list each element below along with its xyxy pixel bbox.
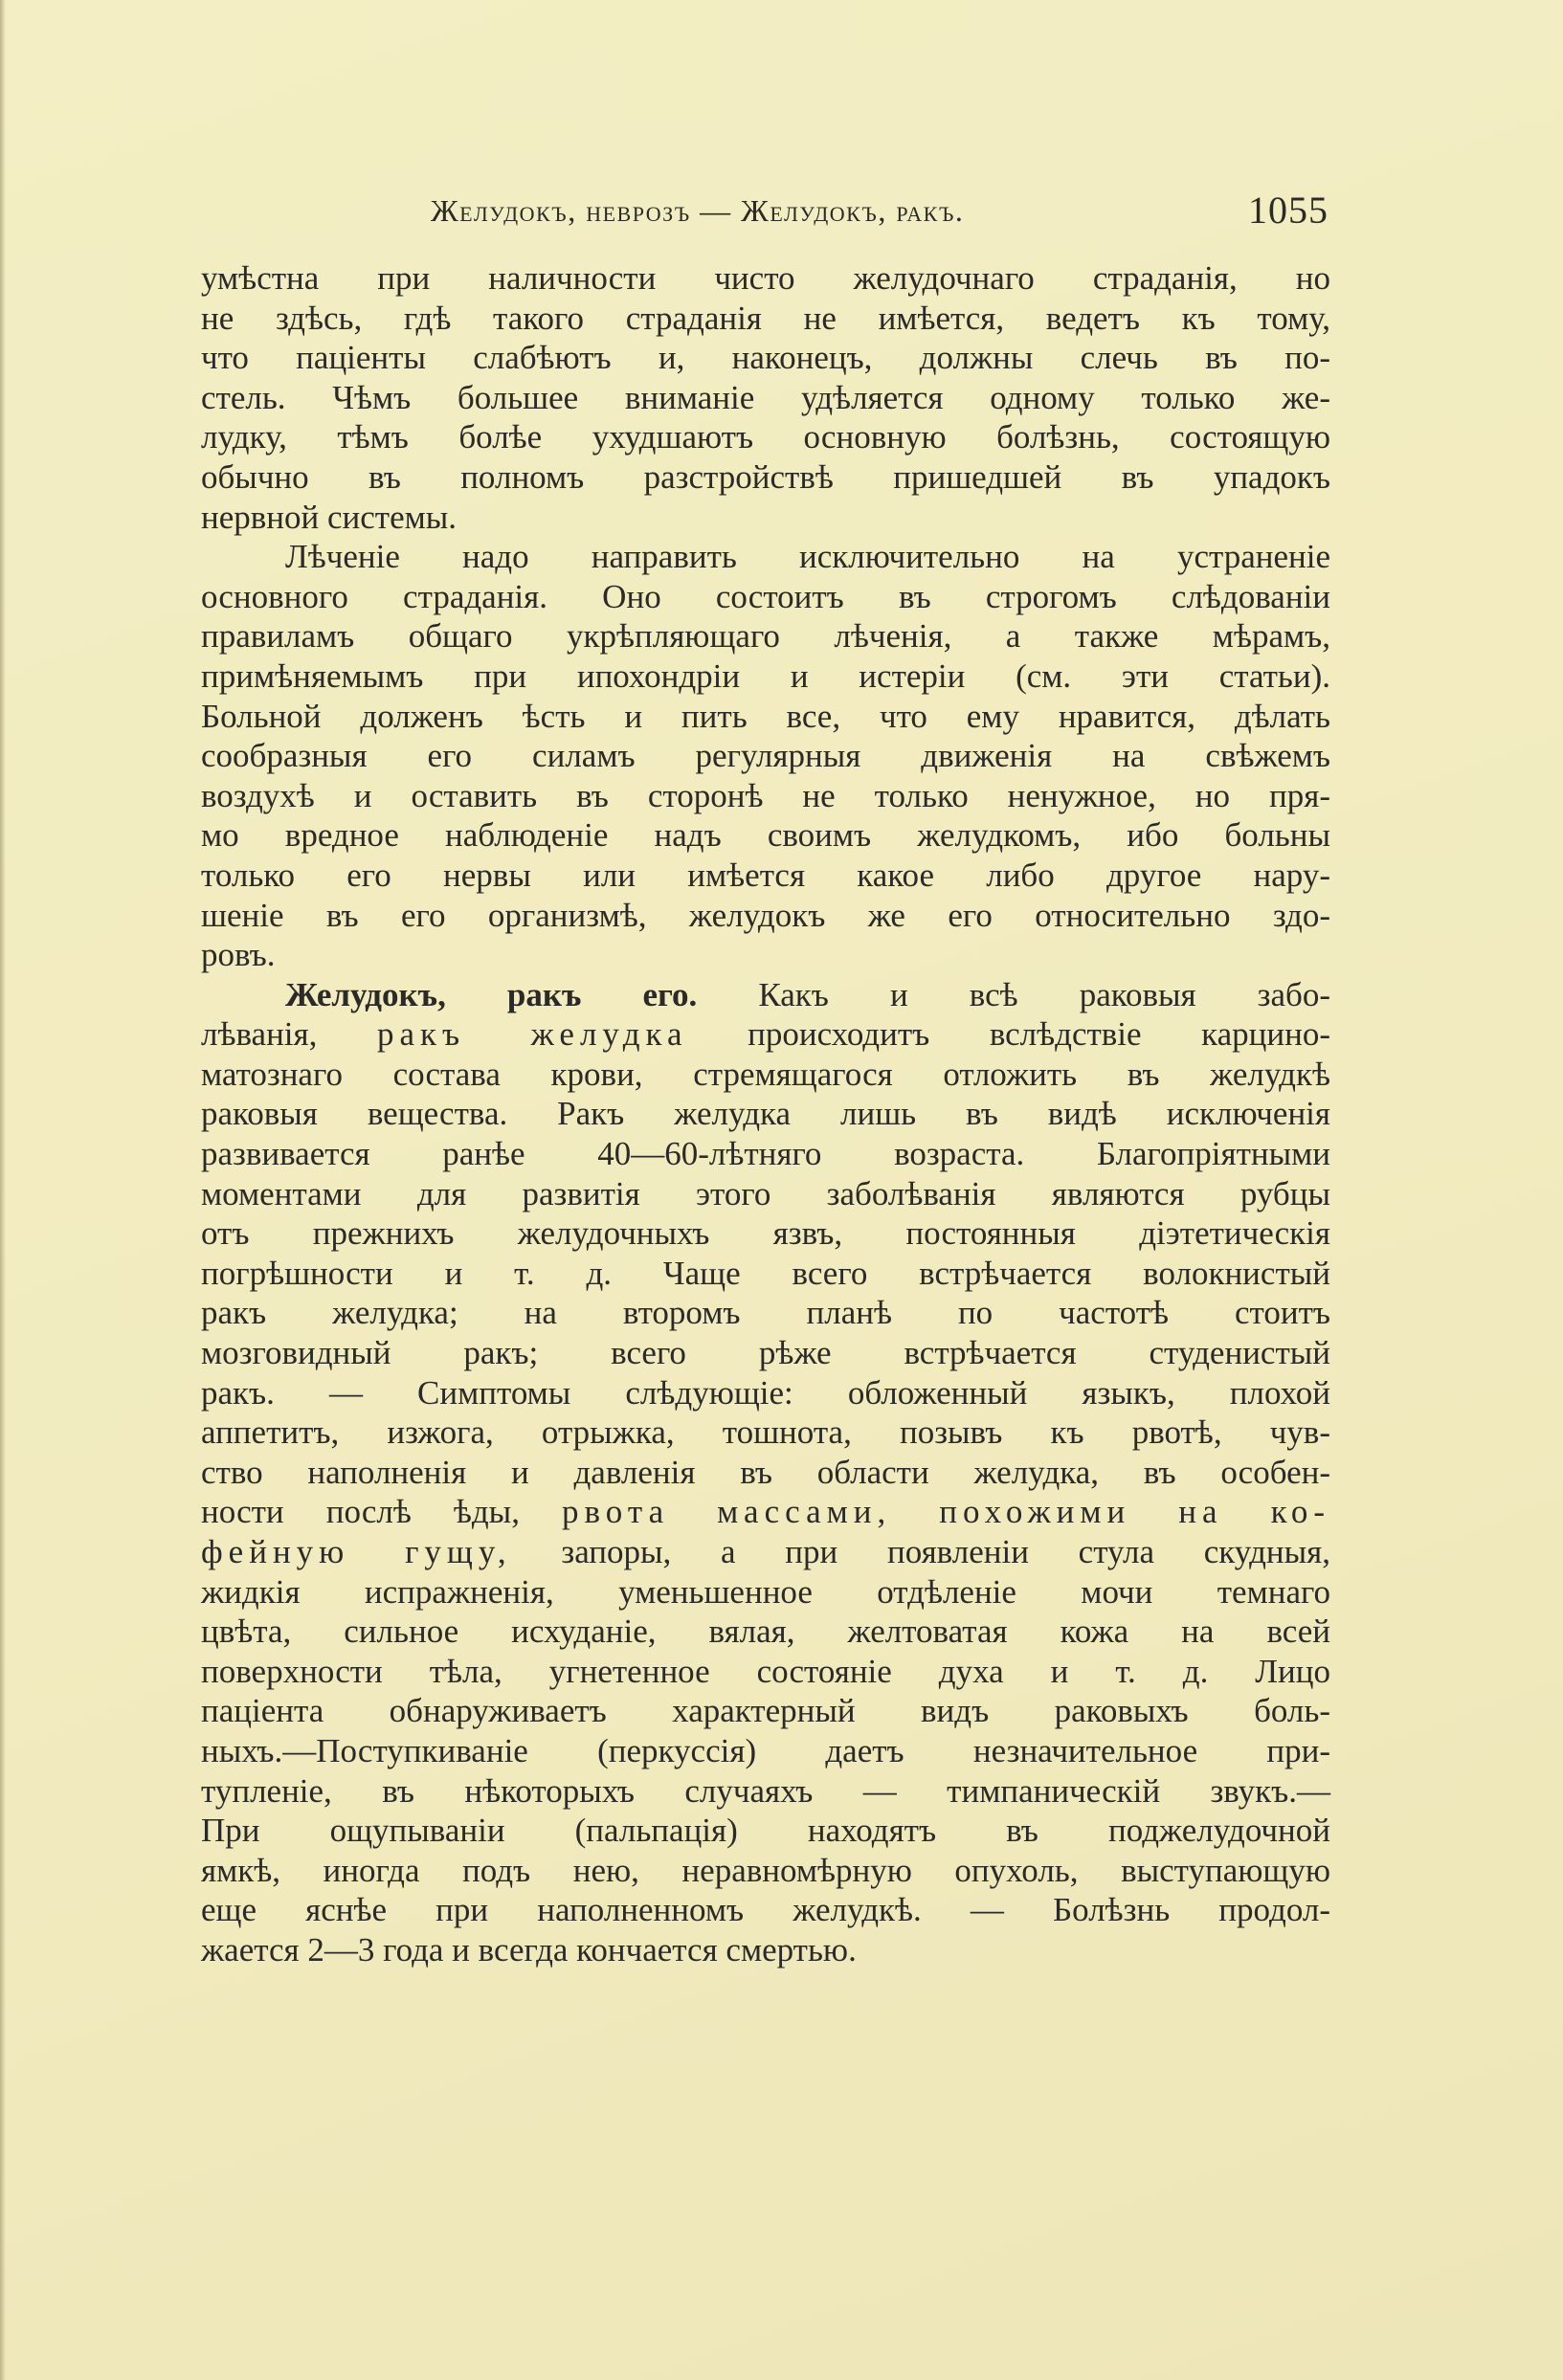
entry-heading: Желудокъ, ракъ его. bbox=[285, 975, 698, 1013]
article-entry-stomach-cancer bbox=[201, 975, 1330, 1970]
text-line: матознаго состава крови, стремящагося отложить въ желудкѣ bbox=[201, 1055, 1330, 1093]
text-line: ракъ желудка; на второмъ планѣ по частотѣ стоитъ bbox=[201, 1294, 1330, 1332]
text-line bbox=[201, 1014, 1330, 1055]
text-line: ямкѣ, иногда подъ нею, неравномѣрную опухоль, выступающую bbox=[201, 1851, 1330, 1889]
text-line bbox=[201, 1492, 1330, 1532]
paragraph-continuation bbox=[201, 258, 1330, 537]
paragraph-treatment bbox=[201, 537, 1330, 975]
text-line: что паціенты слабѣютъ и, наконецъ, должны слечь въ по- bbox=[201, 339, 1330, 377]
text-line: тупленіе, въ нѣкоторыхъ случаяхъ — тимпаническій звукъ.— bbox=[201, 1771, 1330, 1810]
text-line: лудку, тѣмъ болѣе ухудшаютъ основную болѣзнь, состоящую bbox=[201, 418, 1330, 456]
text-line: ракъ. — Симптомы слѣдующіе: обложенный языкъ, плохой bbox=[201, 1373, 1330, 1412]
text-line: обычно въ полномъ разстройствѣ пришедшей въ упадокъ bbox=[201, 457, 1330, 496]
text-line: погрѣшности и т. д. Чаще всего встрѣчается волокнистый bbox=[201, 1254, 1330, 1292]
text-line: ровъ. bbox=[201, 936, 276, 974]
emphasized-term: ракъ желудка bbox=[376, 1015, 688, 1054]
text-line: сообразныя его силамъ регулярныя движенія на свѣжемъ bbox=[201, 737, 1330, 775]
page-edge bbox=[0, 0, 6, 2380]
text-line: ныхъ.—Поступкиваніе (перкуссія) даетъ незначительное при- bbox=[201, 1731, 1330, 1769]
text-line: только его нервы или имѣется какое либо другое нару- bbox=[201, 856, 1330, 894]
text-line: Лѣченіе надо направить исключительно на устраненіе bbox=[285, 538, 1330, 576]
emphasized-term: рвота массами, похожими на ко- bbox=[562, 1493, 1331, 1531]
text-line: жидкія испражненія, уменьшенное отдѣленіе мочи темнаго bbox=[201, 1572, 1330, 1611]
text-line: жается 2—3 года и всегда кончается смертью. bbox=[201, 1930, 857, 1969]
text-line: примѣняемымъ при ипохондріи и истеріи (см. эти статьи). bbox=[201, 656, 1330, 695]
text-line: не здѣсь, гдѣ такого страданія не имѣется, ведетъ къ тому, bbox=[201, 299, 1330, 337]
text-line: умѣстна при наличности чисто желудочнаго страданія, но bbox=[201, 259, 1330, 297]
text-span: Какъ и всѣ раковыя забо- bbox=[697, 975, 1330, 1013]
text-line: основного страданія. Оно состоитъ въ строгомъ слѣдованіи bbox=[201, 577, 1330, 615]
text-line: раковыя вещества. Ракъ желудка лишь въ видѣ исключенія bbox=[201, 1095, 1330, 1133]
text-span: лѣванія, bbox=[201, 1015, 377, 1054]
text-line bbox=[201, 1532, 1330, 1572]
text-line: воздухѣ и оставить въ сторонѣ не только ненужное, но пря- bbox=[201, 776, 1330, 814]
text-line: ство наполненія и давленія въ области желудка, въ особен- bbox=[201, 1453, 1330, 1491]
text-line: мо вредное наблюденіе надъ своимъ желудкомъ, ибо больны bbox=[201, 816, 1330, 855]
text-line: При ощупываніи (пальпація) находятъ въ поджелудочной bbox=[201, 1812, 1330, 1850]
running-header-title: Желудокъ, неврозъ — Желудокъ, ракъ. bbox=[431, 193, 965, 228]
text-line: мозговидный ракъ; всего рѣже встрѣчается студенистый bbox=[201, 1334, 1330, 1372]
text-span: запоры, а при появленіи стула скудныя, bbox=[511, 1533, 1330, 1570]
text-line: еще яснѣе при наполненномъ желудкѣ. — Болѣзнь продол- bbox=[201, 1891, 1330, 1929]
text-line: правиламъ общаго укрѣпляющаго лѣченія, а также мѣрамъ, bbox=[201, 617, 1330, 656]
text-line: шеніе въ его организмѣ, желудокъ же его относительно здо- bbox=[201, 896, 1330, 934]
text-line: стель. Чѣмъ большее вниманіе удѣляется одному только же- bbox=[201, 378, 1330, 416]
text-line bbox=[201, 975, 1330, 1015]
text-line: нервной системы. bbox=[201, 498, 458, 536]
page-number: 1055 bbox=[1248, 189, 1329, 232]
text-line: отъ прежнихъ желудочныхъ язвъ, постоянныя діэтетическія bbox=[201, 1214, 1330, 1253]
text-line: паціента обнаруживаетъ характерный видъ раковыхъ боль- bbox=[201, 1692, 1330, 1730]
text-line: Больной долженъ ѣсть и пить все, что ему нравится, дѣлать bbox=[201, 697, 1330, 735]
text-span: происходитъ вслѣдствіе карцино- bbox=[687, 1015, 1331, 1054]
text-span: ности послѣ ѣды, bbox=[201, 1493, 563, 1531]
running-header bbox=[431, 188, 1329, 235]
text-line: развивается ранѣе 40—60-лѣтняго возраста. Благопріятными bbox=[201, 1135, 1330, 1173]
text-line: аппетитъ, изжога, отрыжка, тошнота, позывъ къ рвотѣ, чув- bbox=[201, 1413, 1330, 1452]
text-line: моментами для развитія этого заболѣванія являются рубцы bbox=[201, 1174, 1330, 1212]
article-body bbox=[201, 258, 1330, 1970]
text-line: цвѣта, сильное исхуданіе, вялая, желтоватая кожа на всей bbox=[201, 1613, 1330, 1651]
emphasized-term: фейную гущу, bbox=[201, 1533, 512, 1570]
text-line: поверхности тѣла, угнетенное состояніе духа и т. д. Лицо bbox=[201, 1652, 1330, 1690]
